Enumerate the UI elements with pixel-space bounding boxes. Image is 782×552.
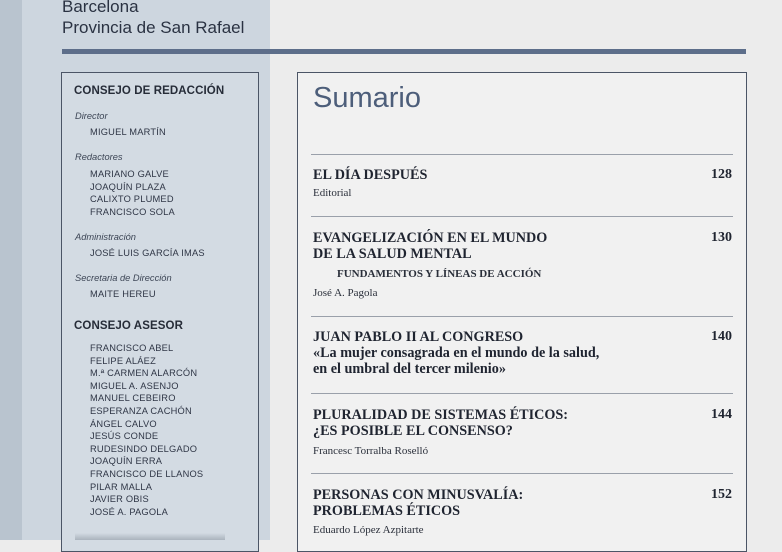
administracion-label: Administración <box>75 232 136 242</box>
list-item: MANUEL CEBEIRO <box>90 393 176 404</box>
toc-entry-subtitle: FUNDAMENTOS Y LÍNEAS DE ACCIÓN <box>337 268 542 280</box>
entry-divider <box>311 393 733 394</box>
list-item: ÁNGEL CALVO <box>90 418 157 429</box>
toc-entry-author: Editorial <box>313 187 352 199</box>
list-item: JESÚS CONDE <box>90 431 159 442</box>
consejo-asesor-title: CONSEJO ASESOR <box>74 320 183 332</box>
list-item: CALIXTO PLUMED <box>90 194 174 205</box>
list-item: RUDESINDO DELGADO <box>90 443 198 454</box>
toc-entry-author: Eduardo López Azpitarte <box>313 524 424 536</box>
toc-entry-title: PLURALIDAD DE SISTEMAS ÉTICOS: ¿ES POSIBLE EL CONSENSO? <box>313 407 569 439</box>
consejo-asesor-list <box>90 342 203 518</box>
administracion-name: JOSÉ LUIS GARCÍA IMAS <box>90 248 205 258</box>
list-item: FRANCISCO SOLA <box>90 206 175 217</box>
sumario-box <box>297 72 747 552</box>
director-name: MIGUEL MARTÍN <box>90 127 166 137</box>
secretaria-label: Secretaria de Dirección <box>75 273 172 283</box>
list-item: ESPERANZA CACHÓN <box>90 405 192 416</box>
publisher-header <box>62 0 244 38</box>
list-item: JOSÉ A. PAGOLA <box>90 506 169 517</box>
list-item: JOAQUÍN PLAZA <box>90 181 166 192</box>
toc-entry-author: José A. Pagola <box>313 287 378 299</box>
toc-entry-title: JUAN PABLO II AL CONGRESO «La mujer consagrada en el mundo de la salud, en el umbral del tercer milenio» <box>313 329 600 377</box>
redactores-label: Redactores <box>75 152 123 162</box>
list-item: FRANCISCO DE LLANOS <box>90 468 204 479</box>
page-title: Sumario <box>313 82 421 114</box>
toc-entry-author: Francesc Torralba Roselló <box>313 445 429 457</box>
toc-entry-page: 140 <box>711 329 732 344</box>
toc-entry-page: 144 <box>711 407 732 422</box>
toc-entry-page: 130 <box>711 230 732 245</box>
toc-entry-title: EVANGELIZACIÓN EN EL MUNDO DE LA SALUD MENTAL <box>313 230 548 262</box>
list-item: PILAR MALLA <box>90 481 153 492</box>
consejo-redaccion-title: CONSEJO DE REDACCIÓN <box>74 85 225 97</box>
page-spine <box>0 0 22 540</box>
redactores-list <box>90 168 175 218</box>
entry-divider <box>311 216 733 217</box>
toc-entry-title: EL DÍA DESPUÉS <box>313 167 428 183</box>
header-city: Barcelona <box>62 0 139 16</box>
header-province: Provincia de San Rafael <box>62 18 245 37</box>
list-item: FELIPE ALÁEZ <box>90 355 156 366</box>
list-item: FRANCISCO ABEL <box>90 343 174 353</box>
list-item: MIGUEL A. ASENJO <box>90 380 179 391</box>
toc-entry-title: PERSONAS CON MINUSVALÍA: PROBLEMAS ÉTICOS <box>313 487 524 519</box>
director-label: Director <box>75 111 108 121</box>
entry-divider <box>311 316 733 317</box>
toc-entry-page: 128 <box>711 167 732 182</box>
entry-divider <box>311 473 733 474</box>
list-item: JAVIER OBIS <box>90 494 149 505</box>
secretaria-name: MAITE HEREU <box>90 289 156 299</box>
list-item: JOAQUÍN ERRA <box>90 456 163 467</box>
entry-divider <box>311 154 733 155</box>
list-item: MARIANO GALVE <box>90 169 169 179</box>
header-rule <box>62 49 746 54</box>
toc-entry-page: 152 <box>711 487 732 502</box>
list-item: M.ª CARMEN ALARCÓN <box>90 368 198 379</box>
next-section-cut-edge <box>75 533 225 540</box>
